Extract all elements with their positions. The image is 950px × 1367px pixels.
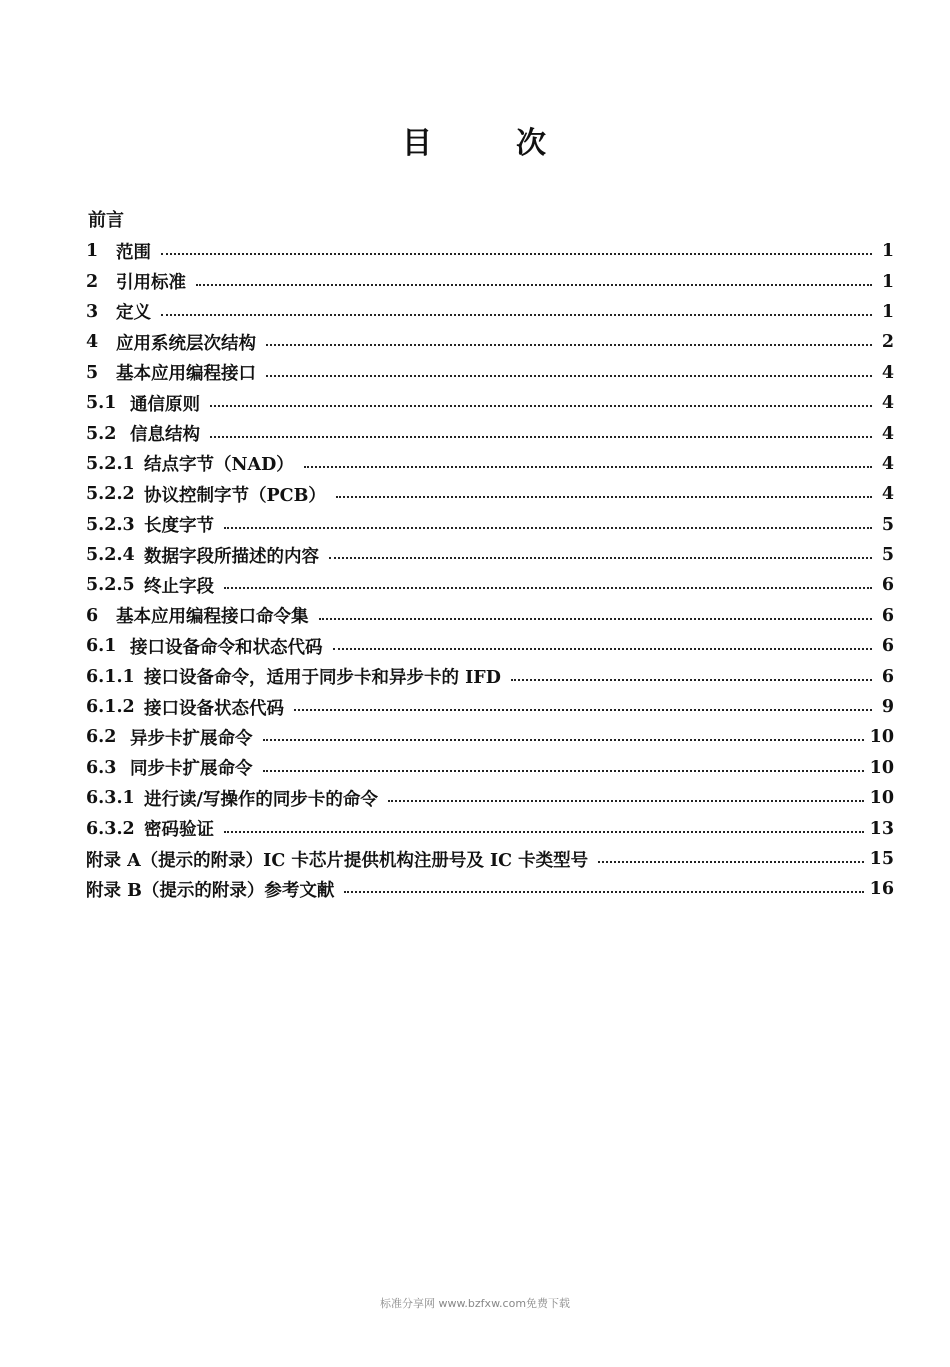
toc-entry-page: 10 [869,727,894,748]
toc-entry-title: 应用系统层次结构 [116,333,256,354]
toc-entry-number: 6.1 [86,636,117,657]
toc-entry[interactable] [86,236,894,266]
toc-leader [224,587,872,589]
toc-entry-page: 10 [869,788,894,809]
page-title [0,118,950,162]
toc-entry[interactable] [86,358,894,388]
toc-entry[interactable] [86,783,894,813]
toc-entry-number: 6.1.2 [86,697,135,718]
toc-entry-number: 6.3.1 [86,788,135,809]
toc-leader [336,496,872,498]
toc-leader [598,861,863,863]
toc-entry-page: 9 [881,697,894,718]
toc-leader [329,557,872,559]
toc-entry-title: 数据字段所描述的内容 [144,546,319,567]
toc-entry-number: 6.3.2 [86,818,135,839]
toc-entry-title: 通信原则 [130,394,200,415]
toc-entry-title: 进行读/写操作的同步卡的命令 [144,789,378,810]
toc-entry-page: 13 [869,818,894,839]
toc-entry-number: 1 [86,241,99,262]
toc-entry-title: 范围 [116,242,151,263]
toc-entry-title: 结点字节（NAD） [144,455,294,476]
toc-entry-page: 1 [881,241,894,262]
toc-entry-title: 同步卡扩展命令 [130,759,253,780]
toc-entry-page: 1 [881,271,894,292]
toc-entry[interactable] [86,570,894,600]
toc-leader [196,284,872,286]
toc-entry-appendix[interactable] [86,844,894,874]
toc-leader [161,314,872,316]
toc-entry[interactable] [86,479,894,509]
toc-entry-page: 2 [881,332,894,353]
toc-entry-number: 5.2.1 [86,453,135,474]
toc-entry-number: 5.2.4 [86,545,135,566]
toc-entry-page: 6 [881,605,894,626]
toc-entry-number: 5.2 [86,423,117,444]
toc-entry-title: 接口设备命令，适用于同步卡和异步卡的 IFD [144,668,501,689]
toc-entry-number: 2 [86,271,99,292]
toc-leader [319,618,873,620]
toc-entry-number: 6.3 [86,757,117,778]
toc-entry-title: 附录 B（提示的附录）参考文献 [86,880,335,901]
toc-entry-title: 异步卡扩展命令 [130,728,253,749]
toc-entry-number: 5 [86,362,99,383]
toc-leader [388,800,864,802]
toc-leader [511,679,872,681]
toc-entry[interactable] [86,692,894,722]
toc-entry-title: 信息结构 [130,425,200,446]
toc-leader [266,344,872,346]
title-char-1: 目 [402,126,434,161]
toc-entry-number: 5.2.2 [86,484,135,505]
toc-entry-title: 基本应用编程接口命令集 [116,607,309,628]
toc-entry[interactable] [86,510,894,540]
toc-entry-page: 5 [881,514,894,535]
toc-entry[interactable] [86,297,894,327]
toc-leader [294,709,872,711]
toc-entry-page: 6 [881,636,894,657]
toc-entry[interactable] [86,449,894,479]
table-of-contents [86,236,894,905]
title-char-2: 次 [516,126,548,161]
toc-entry[interactable] [86,753,894,783]
toc-entry-number: 5.1 [86,393,117,414]
toc-entry[interactable] [86,631,894,661]
toc-entry-page: 4 [881,393,894,414]
toc-entry-page: 5 [881,545,894,566]
toc-entry[interactable] [86,813,894,843]
toc-entry-title: 引用标准 [116,273,186,294]
toc-leader [263,770,864,772]
toc-entry[interactable] [86,388,894,418]
toc-entry-title: 接口设备状态代码 [144,698,284,719]
toc-entry-page: 6 [881,575,894,596]
toc-leader [304,466,872,468]
toc-entry-page: 15 [869,849,894,869]
toc-entry-title: 定义 [116,303,151,324]
toc-entry-page: 16 [869,879,894,900]
toc-entry-page: 4 [881,453,894,474]
toc-entry[interactable] [86,722,894,752]
toc-entry[interactable] [86,540,894,570]
toc-entry-title: 密码验证 [144,820,214,841]
toc-entry-page: 10 [869,757,894,778]
toc-entry-number: 6 [86,605,99,626]
toc-entry-page: 4 [881,362,894,383]
toc-leader [344,891,863,893]
toc-entry-page: 4 [881,484,894,505]
toc-entry-appendix[interactable] [86,874,894,904]
toc-leader [224,527,872,529]
toc-leader [224,831,864,833]
toc-entry-number: 5.2.3 [86,514,135,535]
toc-entry[interactable] [86,327,894,357]
toc-entry-number: 4 [86,332,99,353]
toc-entry-title: 接口设备命令和状态代码 [130,637,323,658]
watermark-footer: 标准分享网 www.bzfxw.com免费下载 [379,1297,571,1310]
toc-entry-number: 6.1.1 [86,666,135,687]
toc-entry[interactable] [86,601,894,631]
toc-leader [210,405,872,407]
toc-leader [333,648,873,650]
toc-entry-number: 5.2.5 [86,575,135,596]
toc-entry[interactable] [86,266,894,296]
toc-entry-title: 附录 A（提示的附录）IC 卡芯片提供机构注册号及 IC 卡类型号 [86,850,589,871]
toc-entry-title: 协议控制字节（PCB） [144,485,326,506]
toc-foreword[interactable]: 前言 [88,210,124,231]
toc-leader [266,375,872,377]
toc-entry-page: 4 [881,423,894,444]
toc-entry-page: 6 [881,666,894,687]
toc-entry-title: 基本应用编程接口 [116,364,256,385]
toc-entry-number: 6.2 [86,727,117,748]
toc-entry[interactable] [86,418,894,448]
toc-leader [210,436,872,438]
toc-entry-page: 1 [881,301,894,322]
toc-leader [263,739,864,741]
toc-entry[interactable] [86,661,894,691]
toc-entry-title: 终止字段 [144,576,214,597]
toc-entry-number: 3 [86,301,99,322]
toc-leader [161,253,872,255]
toc-entry-title: 长度字节 [144,516,214,537]
